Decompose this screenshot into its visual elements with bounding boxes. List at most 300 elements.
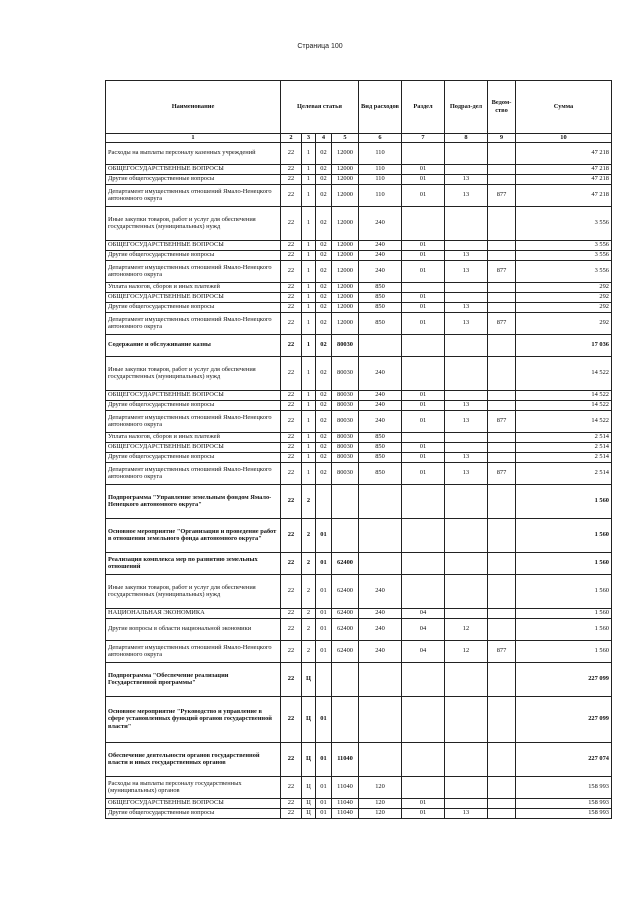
expense-type-cell — [359, 518, 402, 552]
target-code-cell: 1 — [302, 292, 316, 302]
amount-cell: 47 218 — [516, 164, 612, 174]
section-cell — [402, 742, 445, 776]
target-code-cell: 1 — [302, 312, 316, 334]
expense-type-cell: 240 — [359, 574, 402, 608]
subsection-cell: 13 — [445, 302, 488, 312]
target-code-cell: 1 — [302, 462, 316, 484]
section-cell: 04 — [402, 640, 445, 662]
header-row — [106, 81, 612, 134]
target-code-cell — [332, 518, 359, 552]
expense-type-cell: 850 — [359, 302, 402, 312]
section-cell — [402, 552, 445, 574]
expense-type-cell: 850 — [359, 282, 402, 292]
table-row — [106, 640, 612, 662]
department-cell: 877 — [488, 184, 516, 206]
header-department: Ведом-ство — [488, 81, 516, 134]
target-code-cell: 01 — [316, 608, 332, 618]
target-code-cell: 01 — [316, 776, 332, 798]
target-code-cell: 2 — [302, 574, 316, 608]
row-name-cell: Иные закупки товаров, работ и услуг для обеспечения государственных (муниципальных) нужд — [106, 574, 281, 608]
section-cell — [402, 432, 445, 442]
section-cell — [402, 282, 445, 292]
target-code-cell: 1 — [302, 142, 316, 164]
section-cell — [402, 484, 445, 518]
target-code-cell — [332, 662, 359, 696]
expense-type-cell: 240 — [359, 618, 402, 640]
col-number: 6 — [359, 134, 402, 143]
subsection-cell — [445, 356, 488, 390]
department-cell — [488, 356, 516, 390]
target-code-cell: 22 — [281, 174, 302, 184]
subsection-cell: 13 — [445, 452, 488, 462]
col-number: 3 — [302, 134, 316, 143]
row-name-cell: Департамент имущественных отношений Ямало-Ненецкого автономного округа — [106, 640, 281, 662]
target-code-cell: 01 — [316, 618, 332, 640]
target-code-cell: 01 — [316, 742, 332, 776]
target-code-cell: 1 — [302, 442, 316, 452]
subsection-cell: 13 — [445, 312, 488, 334]
target-code-cell: 22 — [281, 240, 302, 250]
section-cell: 04 — [402, 618, 445, 640]
section-cell — [402, 662, 445, 696]
target-code-cell: 11040 — [332, 742, 359, 776]
target-code-cell: 1 — [302, 356, 316, 390]
amount-cell: 14 522 — [516, 410, 612, 432]
budget-table — [105, 80, 612, 819]
target-code-cell: 11040 — [332, 798, 359, 808]
target-code-cell: 12000 — [332, 260, 359, 282]
target-code-cell: 01 — [316, 808, 332, 818]
row-name-cell: Департамент имущественных отношений Ямало-Ненецкого автономного округа — [106, 184, 281, 206]
section-cell — [402, 776, 445, 798]
target-code-cell: 22 — [281, 808, 302, 818]
amount-cell: 1 560 — [516, 618, 612, 640]
table-row — [106, 302, 612, 312]
target-code-cell: 12000 — [332, 282, 359, 292]
target-code-cell: 1 — [302, 240, 316, 250]
target-code-cell: 22 — [281, 574, 302, 608]
row-name-cell: Реализация комплекса мер по развитию земельных отношений — [106, 552, 281, 574]
target-code-cell: 22 — [281, 608, 302, 618]
target-code-cell: 02 — [316, 442, 332, 452]
table-row — [106, 776, 612, 798]
amount-cell: 47 218 — [516, 174, 612, 184]
expense-type-cell: 850 — [359, 432, 402, 442]
expense-type-cell — [359, 742, 402, 776]
table-row — [106, 618, 612, 640]
expense-type-cell: 120 — [359, 776, 402, 798]
row-name-cell: Другие общегосударственные вопросы — [106, 808, 281, 818]
target-code-cell: 62400 — [332, 574, 359, 608]
target-code-cell: 80030 — [332, 410, 359, 432]
target-code-cell: 12000 — [332, 184, 359, 206]
target-code-cell: 22 — [281, 462, 302, 484]
target-code-cell: 22 — [281, 250, 302, 260]
target-code-cell: 1 — [302, 250, 316, 260]
col-number: 10 — [516, 134, 612, 143]
target-code-cell: 1 — [302, 174, 316, 184]
header-name: Наименование — [106, 81, 281, 134]
subsection-cell: 12 — [445, 618, 488, 640]
row-name-cell: Расходы на выплаты персоналу государственных (муниципальных) органов — [106, 776, 281, 798]
section-cell: 04 — [402, 608, 445, 618]
department-cell — [488, 400, 516, 410]
target-code-cell: 1 — [302, 206, 316, 240]
target-code-cell: 01 — [316, 640, 332, 662]
expense-type-cell: 850 — [359, 462, 402, 484]
expense-type-cell: 850 — [359, 442, 402, 452]
col-number: 8 — [445, 134, 488, 143]
table-row — [106, 696, 612, 742]
expense-type-cell: 240 — [359, 410, 402, 432]
expense-type-cell — [359, 696, 402, 742]
amount-cell: 47 218 — [516, 184, 612, 206]
target-code-cell: 02 — [316, 432, 332, 442]
table-row — [106, 518, 612, 552]
target-code-cell: 11040 — [332, 808, 359, 818]
column-number-row — [106, 134, 612, 143]
amount-cell: 1 560 — [516, 518, 612, 552]
subsection-cell — [445, 776, 488, 798]
target-code-cell: 2 — [302, 518, 316, 552]
target-code-cell — [316, 662, 332, 696]
table-row — [106, 808, 612, 818]
expense-type-cell: 850 — [359, 292, 402, 302]
expense-type-cell: 240 — [359, 390, 402, 400]
target-code-cell: 22 — [281, 552, 302, 574]
target-code-cell: 22 — [281, 356, 302, 390]
table-row — [106, 356, 612, 390]
section-cell: 01 — [402, 184, 445, 206]
target-code-cell: 80030 — [332, 334, 359, 356]
target-code-cell: 62400 — [332, 608, 359, 618]
expense-type-cell: 110 — [359, 174, 402, 184]
subsection-cell — [445, 240, 488, 250]
target-code-cell: 22 — [281, 390, 302, 400]
subsection-cell: 13 — [445, 410, 488, 432]
table-row — [106, 250, 612, 260]
department-cell — [488, 776, 516, 798]
expense-type-cell: 120 — [359, 808, 402, 818]
target-code-cell: 22 — [281, 410, 302, 432]
col-number: 5 — [332, 134, 359, 143]
table-row — [106, 164, 612, 174]
department-cell — [488, 662, 516, 696]
target-code-cell: 02 — [316, 462, 332, 484]
target-code-cell: 22 — [281, 452, 302, 462]
row-name-cell: Содержание и обслуживание казны — [106, 334, 281, 356]
department-cell — [488, 696, 516, 742]
subsection-cell: 13 — [445, 174, 488, 184]
department-cell — [488, 452, 516, 462]
table-row — [106, 292, 612, 302]
header-target: Целевая статья — [281, 81, 359, 134]
amount-cell: 3 556 — [516, 250, 612, 260]
department-cell — [488, 164, 516, 174]
target-code-cell: Ц — [302, 662, 316, 696]
target-code-cell: 2 — [302, 552, 316, 574]
expense-type-cell — [359, 662, 402, 696]
target-code-cell: 12000 — [332, 312, 359, 334]
section-cell: 01 — [402, 410, 445, 432]
amount-cell: 158 993 — [516, 798, 612, 808]
target-code-cell: 1 — [302, 410, 316, 432]
header-subsection: Подраз-дел — [445, 81, 488, 134]
department-cell — [488, 518, 516, 552]
target-code-cell: 22 — [281, 164, 302, 174]
department-cell — [488, 240, 516, 250]
section-cell: 01 — [402, 292, 445, 302]
table-row — [106, 410, 612, 432]
col-number: 9 — [488, 134, 516, 143]
table-row — [106, 260, 612, 282]
target-code-cell: 02 — [316, 206, 332, 240]
section-cell — [402, 574, 445, 608]
subsection-cell: 13 — [445, 260, 488, 282]
amount-cell: 14 522 — [516, 400, 612, 410]
row-name-cell: Другие вопросы в области национальной экономики — [106, 618, 281, 640]
department-cell — [488, 390, 516, 400]
table-row — [106, 608, 612, 618]
section-cell: 01 — [402, 240, 445, 250]
target-code-cell: 22 — [281, 302, 302, 312]
target-code-cell: 22 — [281, 400, 302, 410]
subsection-cell — [445, 574, 488, 608]
subsection-cell — [445, 696, 488, 742]
section-cell — [402, 206, 445, 240]
target-code-cell: 22 — [281, 292, 302, 302]
target-code-cell: 80030 — [332, 400, 359, 410]
row-name-cell: Уплата налогов, сборов и иных платежей — [106, 432, 281, 442]
row-name-cell: Департамент имущественных отношений Ямало-Ненецкого автономного округа — [106, 312, 281, 334]
target-code-cell: 1 — [302, 400, 316, 410]
row-name-cell: Уплата налогов, сборов и иных платежей — [106, 282, 281, 292]
target-code-cell: 22 — [281, 432, 302, 442]
amount-cell: 227 074 — [516, 742, 612, 776]
target-code-cell: 01 — [316, 696, 332, 742]
section-cell: 01 — [402, 312, 445, 334]
target-code-cell: 1 — [302, 432, 316, 442]
amount-cell: 14 522 — [516, 390, 612, 400]
expense-type-cell: 120 — [359, 798, 402, 808]
row-name-cell: Основное мероприятие "Организация и проведение работ в отношении земельного фонда автономного округа" — [106, 518, 281, 552]
subsection-cell — [445, 390, 488, 400]
section-cell: 01 — [402, 452, 445, 462]
subsection-cell: 13 — [445, 400, 488, 410]
target-code-cell: 1 — [302, 184, 316, 206]
row-name-cell: НАЦИОНАЛЬНАЯ ЭКОНОМИКА — [106, 608, 281, 618]
target-code-cell: Ц — [302, 808, 316, 818]
target-code-cell: 22 — [281, 484, 302, 518]
target-code-cell: 22 — [281, 206, 302, 240]
department-cell — [488, 552, 516, 574]
subsection-cell: 13 — [445, 808, 488, 818]
target-code-cell: 22 — [281, 776, 302, 798]
target-code-cell: 12000 — [332, 164, 359, 174]
expense-type-cell: 240 — [359, 206, 402, 240]
row-name-cell: Другие общегосударственные вопросы — [106, 174, 281, 184]
target-code-cell: 1 — [302, 282, 316, 292]
amount-cell: 1 560 — [516, 552, 612, 574]
expense-type-cell: 240 — [359, 608, 402, 618]
target-code-cell: 80030 — [332, 462, 359, 484]
expense-type-cell — [359, 484, 402, 518]
section-cell: 01 — [402, 462, 445, 484]
row-name-cell: Департамент имущественных отношений Ямало-Ненецкого автономного округа — [106, 410, 281, 432]
department-cell — [488, 442, 516, 452]
col-number: 4 — [316, 134, 332, 143]
table-body — [106, 142, 612, 818]
target-code-cell: 80030 — [332, 356, 359, 390]
target-code-cell: 80030 — [332, 452, 359, 462]
table-row — [106, 174, 612, 184]
section-cell — [402, 356, 445, 390]
target-code-cell: 80030 — [332, 442, 359, 452]
section-cell: 01 — [402, 390, 445, 400]
target-code-cell: 62400 — [332, 618, 359, 640]
target-code-cell: 02 — [316, 390, 332, 400]
target-code-cell: 2 — [302, 618, 316, 640]
amount-cell: 227 099 — [516, 662, 612, 696]
target-code-cell: 02 — [316, 452, 332, 462]
row-name-cell: Другие общегосударственные вопросы — [106, 400, 281, 410]
table-row — [106, 282, 612, 292]
department-cell: 877 — [488, 260, 516, 282]
target-code-cell: 02 — [316, 292, 332, 302]
table-row — [106, 798, 612, 808]
amount-cell: 2 514 — [516, 462, 612, 484]
section-cell: 01 — [402, 302, 445, 312]
department-cell — [488, 206, 516, 240]
department-cell: 877 — [488, 640, 516, 662]
subsection-cell — [445, 518, 488, 552]
target-code-cell: 22 — [281, 696, 302, 742]
target-code-cell: 1 — [302, 260, 316, 282]
target-code-cell: 2 — [302, 608, 316, 618]
subsection-cell — [445, 164, 488, 174]
target-code-cell: 22 — [281, 184, 302, 206]
table-row — [106, 390, 612, 400]
row-name-cell: ОБЩЕГОСУДАРСТВЕННЫЕ ВОПРОСЫ — [106, 240, 281, 250]
table-row — [106, 742, 612, 776]
amount-cell: 3 556 — [516, 240, 612, 250]
target-code-cell: 02 — [316, 356, 332, 390]
subsection-cell — [445, 282, 488, 292]
section-cell: 01 — [402, 164, 445, 174]
target-code-cell: Ц — [302, 776, 316, 798]
table-row — [106, 240, 612, 250]
subsection-cell — [445, 484, 488, 518]
department-cell — [488, 292, 516, 302]
row-name-cell: Иные закупки товаров, работ и услуг для обеспечения государственных (муниципальных) нужд — [106, 206, 281, 240]
department-cell — [488, 574, 516, 608]
target-code-cell: 02 — [316, 250, 332, 260]
target-code-cell: 01 — [316, 552, 332, 574]
row-name-cell: Департамент имущественных отношений Ямало-Ненецкого автономного округа — [106, 260, 281, 282]
subsection-cell — [445, 442, 488, 452]
target-code-cell: Ц — [302, 798, 316, 808]
row-name-cell: Департамент имущественных отношений Ямало-Ненецкого автономного округа — [106, 462, 281, 484]
target-code-cell: 01 — [316, 574, 332, 608]
section-cell: 01 — [402, 808, 445, 818]
amount-cell: 3 556 — [516, 260, 612, 282]
department-cell — [488, 302, 516, 312]
amount-cell: 17 036 — [516, 334, 612, 356]
target-code-cell: 22 — [281, 518, 302, 552]
target-code-cell: 1 — [302, 452, 316, 462]
target-code-cell: 22 — [281, 798, 302, 808]
expense-type-cell: 850 — [359, 452, 402, 462]
target-code-cell: 11040 — [332, 776, 359, 798]
department-cell — [488, 334, 516, 356]
expense-type-cell: 110 — [359, 184, 402, 206]
amount-cell: 158 993 — [516, 776, 612, 798]
department-cell — [488, 742, 516, 776]
col-number: 7 — [402, 134, 445, 143]
target-code-cell: 02 — [316, 302, 332, 312]
row-name-cell: Иные закупки товаров, работ и услуг для обеспечения государственных (муниципальных) нужд — [106, 356, 281, 390]
row-name-cell: ОБЩЕГОСУДАРСТВЕННЫЕ ВОПРОСЫ — [106, 390, 281, 400]
table-row — [106, 400, 612, 410]
target-code-cell: 12000 — [332, 302, 359, 312]
subsection-cell: 13 — [445, 250, 488, 260]
table-row — [106, 432, 612, 442]
row-name-cell: Подпрограмма "Управление земельным фондом Ямало-Ненецкого автономного округа" — [106, 484, 281, 518]
row-name-cell: Обеспечение деятельности органов государственной власти и иных государственных органов — [106, 742, 281, 776]
table-row — [106, 206, 612, 240]
section-cell: 01 — [402, 250, 445, 260]
target-code-cell: 22 — [281, 312, 302, 334]
target-code-cell: 02 — [316, 142, 332, 164]
subsection-cell — [445, 742, 488, 776]
target-code-cell: 12000 — [332, 292, 359, 302]
page-number-label: Страница 100 — [297, 43, 343, 50]
table-row — [106, 442, 612, 452]
expense-type-cell: 850 — [359, 312, 402, 334]
target-code-cell: 2 — [302, 640, 316, 662]
section-cell: 01 — [402, 400, 445, 410]
amount-cell: 2 514 — [516, 432, 612, 442]
target-code-cell — [316, 484, 332, 518]
table-row — [106, 484, 612, 518]
subsection-cell: 12 — [445, 640, 488, 662]
section-cell: 01 — [402, 798, 445, 808]
target-code-cell: Ц — [302, 696, 316, 742]
expense-type-cell: 240 — [359, 356, 402, 390]
expense-type-cell: 240 — [359, 260, 402, 282]
table-row — [106, 574, 612, 608]
target-code-cell: 02 — [316, 334, 332, 356]
target-code-cell: 22 — [281, 618, 302, 640]
amount-cell: 3 556 — [516, 206, 612, 240]
expense-type-cell: 240 — [359, 640, 402, 662]
amount-cell: 2 514 — [516, 442, 612, 452]
section-cell: 01 — [402, 442, 445, 452]
target-code-cell — [332, 696, 359, 742]
department-cell — [488, 798, 516, 808]
col-number: 1 — [106, 134, 281, 143]
amount-cell: 47 218 — [516, 142, 612, 164]
department-cell — [488, 618, 516, 640]
row-name-cell: Другие общегосударственные вопросы — [106, 250, 281, 260]
subsection-cell — [445, 334, 488, 356]
subsection-cell: 13 — [445, 462, 488, 484]
department-cell — [488, 282, 516, 292]
target-code-cell: 1 — [302, 334, 316, 356]
amount-cell: 1 560 — [516, 640, 612, 662]
target-code-cell: 12000 — [332, 174, 359, 184]
section-cell: 01 — [402, 260, 445, 282]
